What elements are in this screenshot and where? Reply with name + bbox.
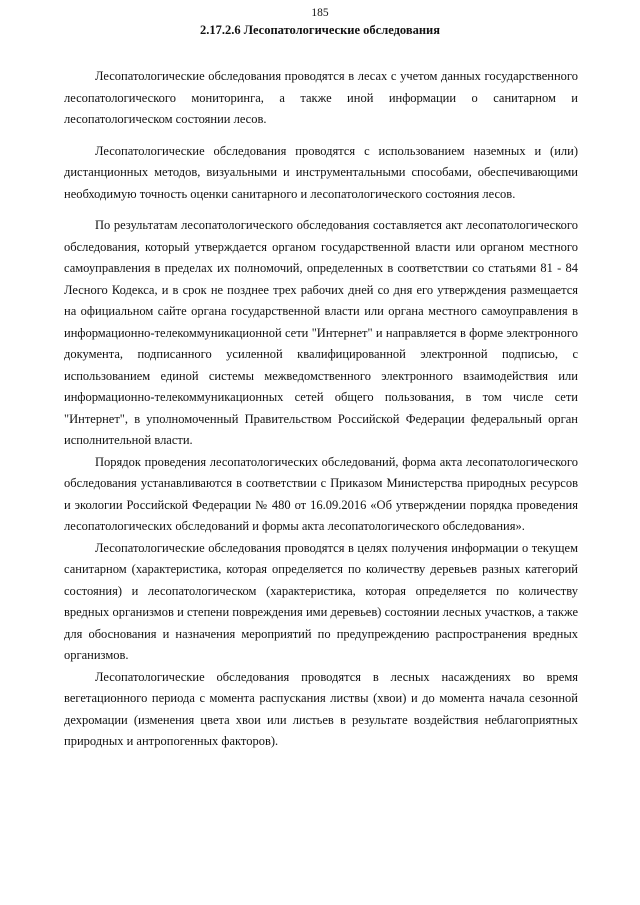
section-title: 2.17.2.6 Лесопатологические обследования [199,23,441,37]
paragraph: Порядок проведения лесопатологических обследований, форма акта лесопатологического обследования устанавливаются в соответствии с Приказом Министерства природных ресурсов и экологии Российской Федерации № 480 от 16.09.2016 «Об утверждении порядка проведения лесопатологических обследований и формы акта лесопатологического обследования». [64,454,578,533]
paragraph: Лесопатологические обследования проводятся в целях получения информации о текущем санитарном (характеристика, которая определяется по количеству деревьев разных категорий состояния) и лесопатологическом (характеристика, которая определяется по количеству вредных организмов и степени повреждения ими деревьев) состоянии лесных участков, а также для обоснования и назначения мероприятий по предупреждению распространения вредных организмов. [64,540,578,662]
paragraph: По результатам лесопатологического обследования составляется акт лесопатологического обследования, который утверждается органом государственной власти или органом местного самоуправления в пределах их полномочий, определенных в соответствии со статьями 81 - 84 Лесного Кодекса, и в срок не позднее трех рабочих дней со дня его утверждения размещается на официальном сайте органа государственной власти или органа местного самоуправления в информационно-телекоммуникационной сети "Интернет" и направляется в форме электронного документа, подписанного усиленной квалифицированной электронной подписью, с использованием единой системы межведомственного электронного взаимодействия или информационно-телекоммуникационных сетей общего пользования, в том числе сети "Интернет", в уполномоченный Правительством Российской Федерации федеральный орган исполнительной власти. [64,218,578,447]
paragraph: Лесопатологические обследования проводятся в лесах с учетом данных государственного лесопатологического мониторинга, а также иной информации о санитарном и лесопатологическом состоянии лесов. [64,69,578,126]
paragraph: Лесопатологические обследования проводятся с использованием наземных и (или) дистанционных методов, визуальными и инструментальными способами, обеспечивающими необходимую точность оценки санитарного и лесопатологического состояния лесов. [64,143,578,201]
body-text [64,66,578,753]
paragraph: Лесопатологические обследования проводятся в лесных насаждениях во время вегетационного периода с момента распускания листвы (хвои) и до момента начала сезонной дехромации (изменения цвета хвои или листьев в результате воздействия неблагоприятных природных и антропогенных факторов). [64,669,578,748]
page-number: 185 [311,7,329,19]
